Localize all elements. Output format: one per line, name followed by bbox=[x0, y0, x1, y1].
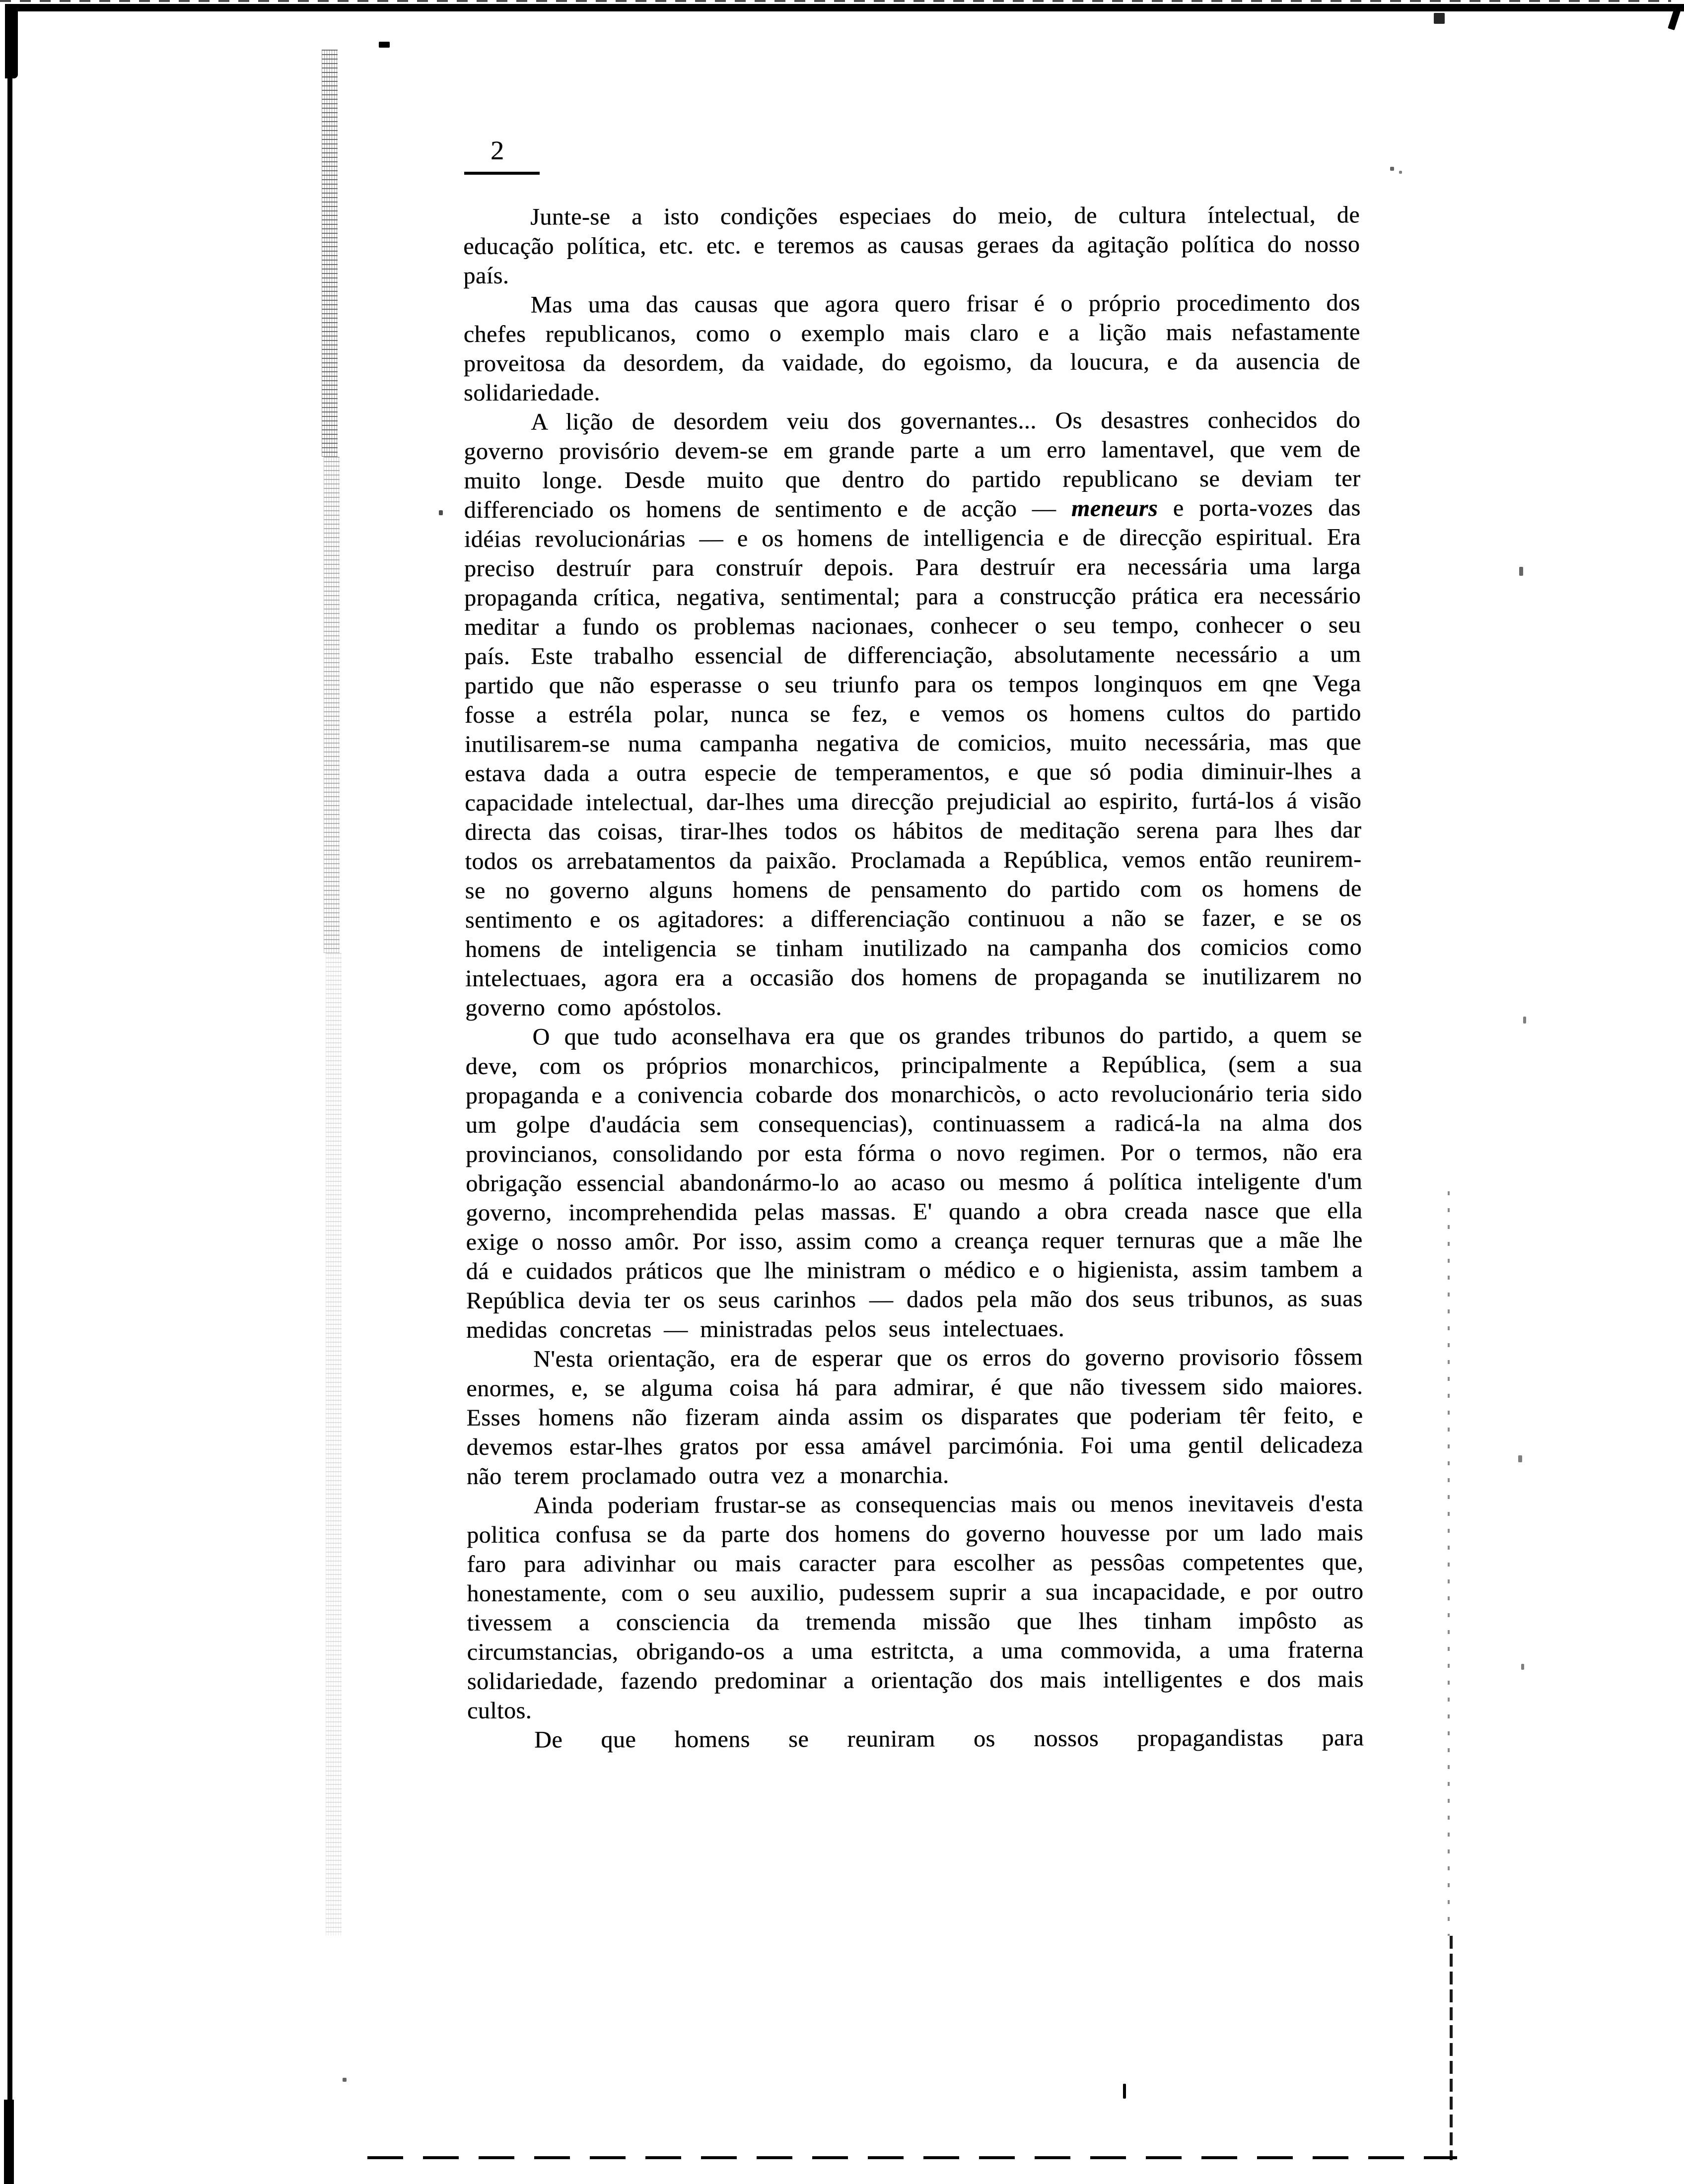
page-number-underline bbox=[464, 172, 540, 175]
scan-speck bbox=[379, 42, 390, 48]
page-edge-dashed-line bbox=[367, 2156, 1457, 2159]
scan-speck bbox=[1434, 13, 1445, 24]
text-run: Mas uma das causas que agora quero frisar é o próprio procedimento dos chefes republicanos, como o exemplo mais claro e a lição mais nefastamente proveitosa da desordem, da vaidade, do egoismo, da loucura, e da ausencia de solidariedade. bbox=[463, 289, 1360, 406]
scan-speck bbox=[439, 510, 443, 515]
scan-edge-top-fuzz bbox=[0, 0, 1671, 2]
paragraph bbox=[463, 200, 1360, 290]
scan-corner-bottom-left bbox=[4, 2100, 14, 2184]
paragraph bbox=[467, 1723, 1364, 1755]
scan-edge-left bbox=[7, 4, 12, 2184]
binding-shadow-speckle bbox=[326, 953, 342, 1936]
text-run: De que homens se reuniram os nossos propagandistas para bbox=[534, 1724, 1364, 1753]
scan-edge-top bbox=[13, 4, 1684, 11]
scan-speck bbox=[1390, 167, 1394, 171]
page-number: 2 bbox=[491, 136, 504, 165]
binding-shadow-speckle bbox=[324, 457, 340, 953]
scan-speck bbox=[343, 2078, 347, 2082]
body-text bbox=[463, 200, 1364, 1755]
text-run: Junte-se a isto condições especiaes do meio, de cultura íntelectual, de educação política, etc. etc. e teremos as causas geraes da agitação política do nosso país. bbox=[463, 202, 1360, 289]
scan-noise-line-right bbox=[1450, 1936, 1453, 2160]
binding-shadow-speckle bbox=[322, 50, 338, 457]
scan-speck bbox=[1399, 171, 1402, 174]
text-run: A lição de desordem veiu dos governantes... Os desastres conhecidos do governo provisório devem-se em grande parte a um erro lamentavel, que vem de muito longe. Desde muito que dentro do partido republicano se deviam ter differenciado os homens de sentimento e de acção — bbox=[464, 407, 1361, 523]
paragraph bbox=[466, 1342, 1363, 1491]
paragraph bbox=[465, 1020, 1363, 1345]
text-run: N'esta orientação, era de esperar que os erros do governo provisorio fôssem enormes, e, se alguma coisa há para admirar, é que não tivessem sido maiores. Esses homens não fizeram ainda assim os disparates que poderiam têr feito, e devemos estar-lhes gratos por essa amável parcimónia. Foi uma gentil delicadeza não terem proclamado outra vez a monarchia. bbox=[466, 1344, 1363, 1490]
text-run: O que tudo aconselhava era que os grandes tribunos do partido, a quem se deve, com os próprios monarchicos, principalmente a República, (sem a sua propaganda e a conivencia cobarde dos monarchicòs, o acto revolucionário teria sido um golpe d'audácia sem consequencias), continuassem a radicá-la na alma dos provincianos, consolidando por esta fórma o novo regimen. Por o termos, não era obrigação essencial abandonármo-lo ao acaso ou mesmo á política inteligente d'um governo, incomprehendida pelas massas. E' quando a obra creada nasce que ella exige o nosso amôr. Por isso, assim como a creança requer ternuras que a mãe lhe dá e cuidados práticos que lhe ministram o médico e o higienista, assim tambem a República devia ter os seus carinhos — dados pela mão dos seus tribunos, as suas medidas concretas — ministradas pelos seus intelectuaes. bbox=[465, 1022, 1363, 1343]
italic-run: meneurs bbox=[1071, 495, 1158, 522]
scan-speck bbox=[1123, 2084, 1126, 2099]
scan-speck bbox=[1518, 1455, 1522, 1462]
paragraph bbox=[463, 288, 1360, 408]
scan-speck bbox=[1523, 1017, 1526, 1024]
paragraph bbox=[467, 1489, 1364, 1725]
text-run: Ainda poderiam frustar-se as consequencias mais ou menos inevitaveis d'esta politica confusa se da parte dos homens do governo houvesse por um lado mais faro para adivinhar ou mais caracter para escolher as pessôas competentes que, honestamente, com o seu auxilio, pudessem suprir a sua incapacidade, e por outro tivessem a consciencia da tremenda missão que lhes tinham impôsto as circumstancias, obrigando-os a uma estritcta, a uma commovida, a uma fraterna solidariedade, fazendo predominar a orientação dos mais intelligentes e dos mais cultos. bbox=[466, 1490, 1364, 1724]
scan-speck bbox=[1519, 567, 1523, 576]
scan-corner-top-left bbox=[5, 4, 18, 78]
scan-speck bbox=[1521, 1664, 1524, 1670]
paragraph bbox=[464, 405, 1362, 1023]
scan-noise-line-right bbox=[1448, 1191, 1450, 1936]
text-run: e porta-vozes das idéias revolucionárias — e os homens de intelligencia e de direcção espiritual. Era preciso destruír para construír depois. Para destruír era necessária uma larga propaganda crítica, negativa, sentimental; para a construcção prática era necessário meditar a fundo os problemas nacionaes, conhecer o seu tempo, conhecer o seu país. Este trabalho essencial de differenciação, absolutamente necessário a um partido que não esperasse o seu triunfo para os tempos longinquos em qne Vega fosse a estréla polar, nunca se fez, e vemos os homens cultos do partido inutilisarem-se numa campanha negativa de comicios, muito necessária, mas que estava dada a outra especie de temperamentos, e que só podia diminuir-lhes a capacidade intelectual, dar-lhes uma direcção prejudicial ao espirito, furtá-los á visão directa das coisas, tirar-lhes todos os hábitos de meditação serena para lhes dar todos os arrebatamentos da paixão. Proclamada a República, vemos então reunirem-se no governo alguns homens de pensamento do partido com os homens de sentimento e os agitadores: a differenciação continuou a não se fazer, e se os homens de inteligencia se tinham inutilizado na campanha dos comicios como intelectuaes, agora era a occasião dos homens de propaganda se inutilizarem no governo como apóstolos. bbox=[464, 494, 1362, 1021]
